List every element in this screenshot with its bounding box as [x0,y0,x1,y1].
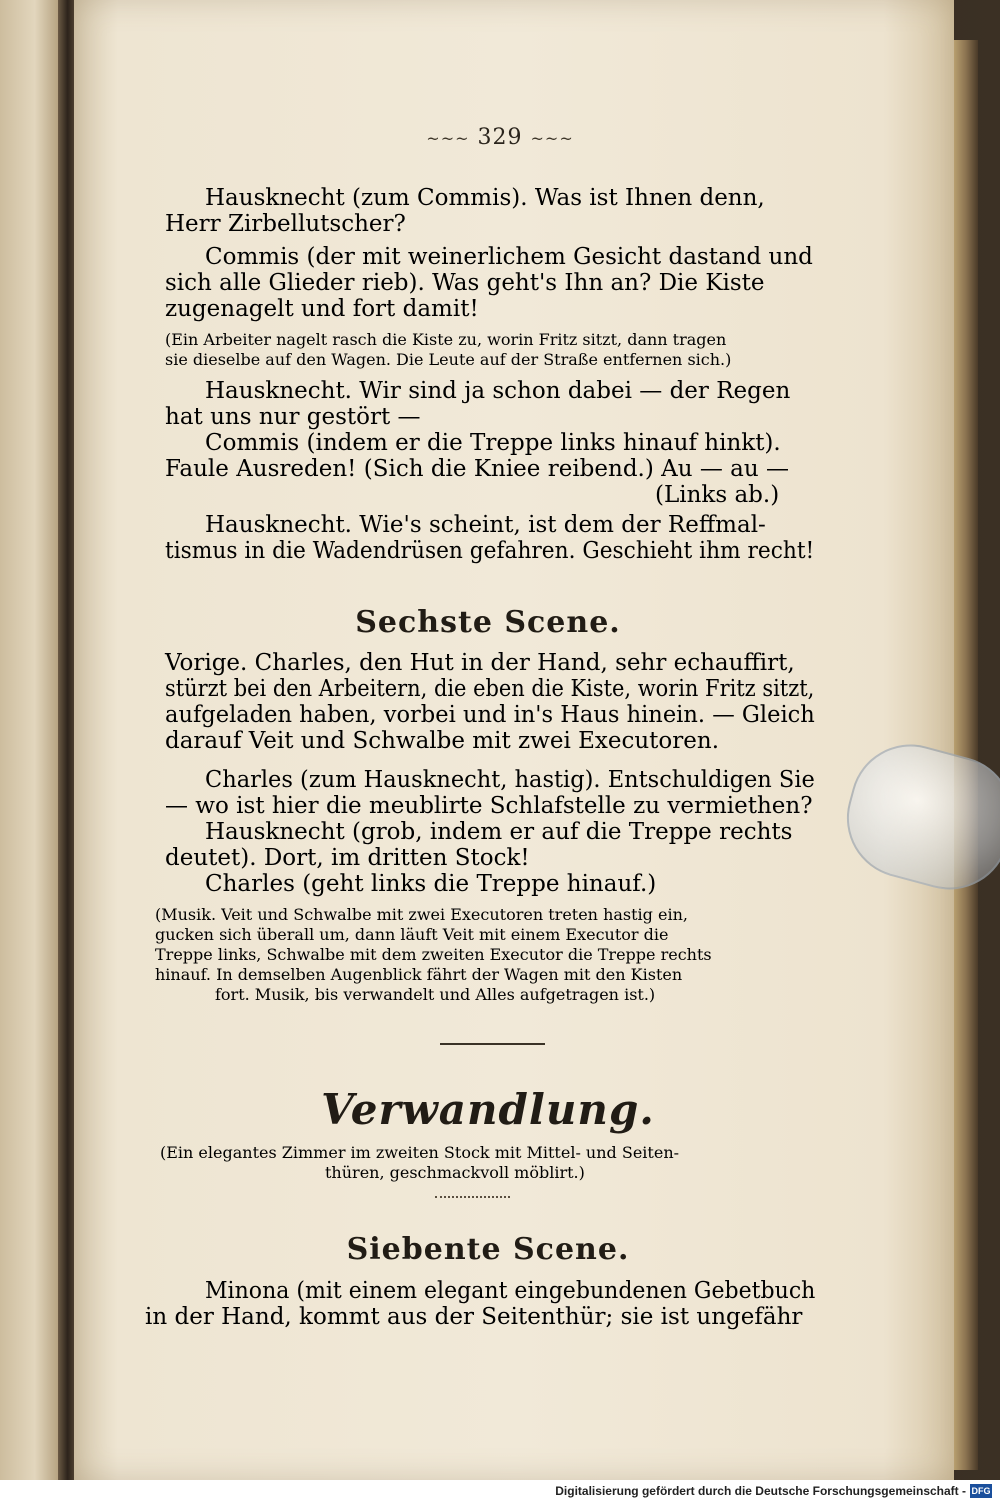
section-rule [440,1043,545,1045]
stage-direction: (Musik. Veit und Schwalbe mit zwei Executoren treten hastig ein, [155,905,688,924]
stage-direction: fort. Musik, bis verwandelt und Alles aufgetragen ist.) [215,985,656,1004]
text-line: Commis (der mit weinerlichem Gesicht dastand und [205,244,813,270]
footer-credit: Digitalisierung gefördert durch die Deutsche Forschungsgemeinschaft - [555,1484,966,1498]
text-line: Charles (zum Hausknecht, hastig). Entschuldigen Sie [205,767,815,793]
text-line: darauf Veit und Schwalbe mit zwei Executoren. [165,728,719,754]
text-line: Charles (geht links die Treppe hinauf.) [205,871,657,897]
text-line: — wo ist hier die meublirte Schlafstelle zu vermiethen? [165,793,813,819]
text-line: in der Hand, kommt aus der Seitenthür; sie ist ungefähr [145,1304,803,1330]
page-number: ~~~ 329 ~~~ [426,125,574,150]
text-line: deutet). Dort, im dritten Stock! [165,845,530,871]
text-line: sich alle Glieder rieb). Was geht's Ihn an? Die Kiste [165,270,765,296]
text-line: Hausknecht (zum Commis). Was ist Ihnen denn, [205,185,765,211]
text-line: zugenagelt und fort damit! [165,296,479,322]
dfg-logo: DFG [971,1486,991,1496]
stage-direction: Treppe links, Schwalbe mit dem zweiten Executor die Treppe rechts [155,945,712,964]
stage-direction: gucken sich überall um, dann läuft Veit mit einem Executor die [155,925,669,944]
scene-heading: Sechste Scene. [355,605,621,640]
left-page-edge [0,0,58,1480]
book-spine [58,0,74,1480]
text-line: (Links ab.) [655,482,780,508]
text-line: Faule Ausreden! (Sich die Kniee reibend.) Au — au — [165,456,790,482]
transformation-heading: Verwandlung. [321,1085,655,1134]
text-line: Herr Zirbellutscher? [165,211,406,237]
text-line: Hausknecht (grob, indem er auf die Treppe rechts [205,819,793,845]
text-line: Hausknecht. Wie's scheint, ist dem der Reffmal- [205,512,766,538]
text-line: Vorige. Charles, den Hut in der Hand, sehr echauffirt, [165,650,795,676]
stage-direction: hinauf. In demselben Augenblick fährt der Wagen mit den Kisten [155,965,683,984]
text-line: Minona (mit einem elegant eingebundenen Gebetbuch [205,1278,816,1304]
text-line: Hausknecht. Wir sind ja schon dabei — der Regen [205,378,791,404]
text-line: tismus in die Wadendrüsen gefahren. Geschieht ihm recht! [165,538,815,564]
stage-direction: (Ein Arbeiter nagelt rasch die Kiste zu, worin Fritz sitzt, dann tragen [165,330,727,349]
text-line: Commis (indem er die Treppe links hinauf hinkt). [205,430,781,456]
text-line: hat uns nur gestört — [165,404,421,430]
text-line: stürzt bei den Arbeitern, die eben die Kiste, worin Fritz sitzt, [165,676,815,702]
scene-heading: Siebente Scene. [346,1232,630,1267]
stage-direction: sie dieselbe auf den Wagen. Die Leute auf der Straße entfernen sich.) [165,350,732,369]
stage-direction: thüren, geschmackvoll möblirt.) [325,1163,585,1182]
text-line: aufgeladen haben, vorbei und in's Haus hinein. — Gleich [165,702,815,728]
stage-direction: (Ein elegantes Zimmer im zweiten Stock mit Mittel- und Seiten- [160,1143,680,1162]
dotted-rule [435,1196,510,1198]
